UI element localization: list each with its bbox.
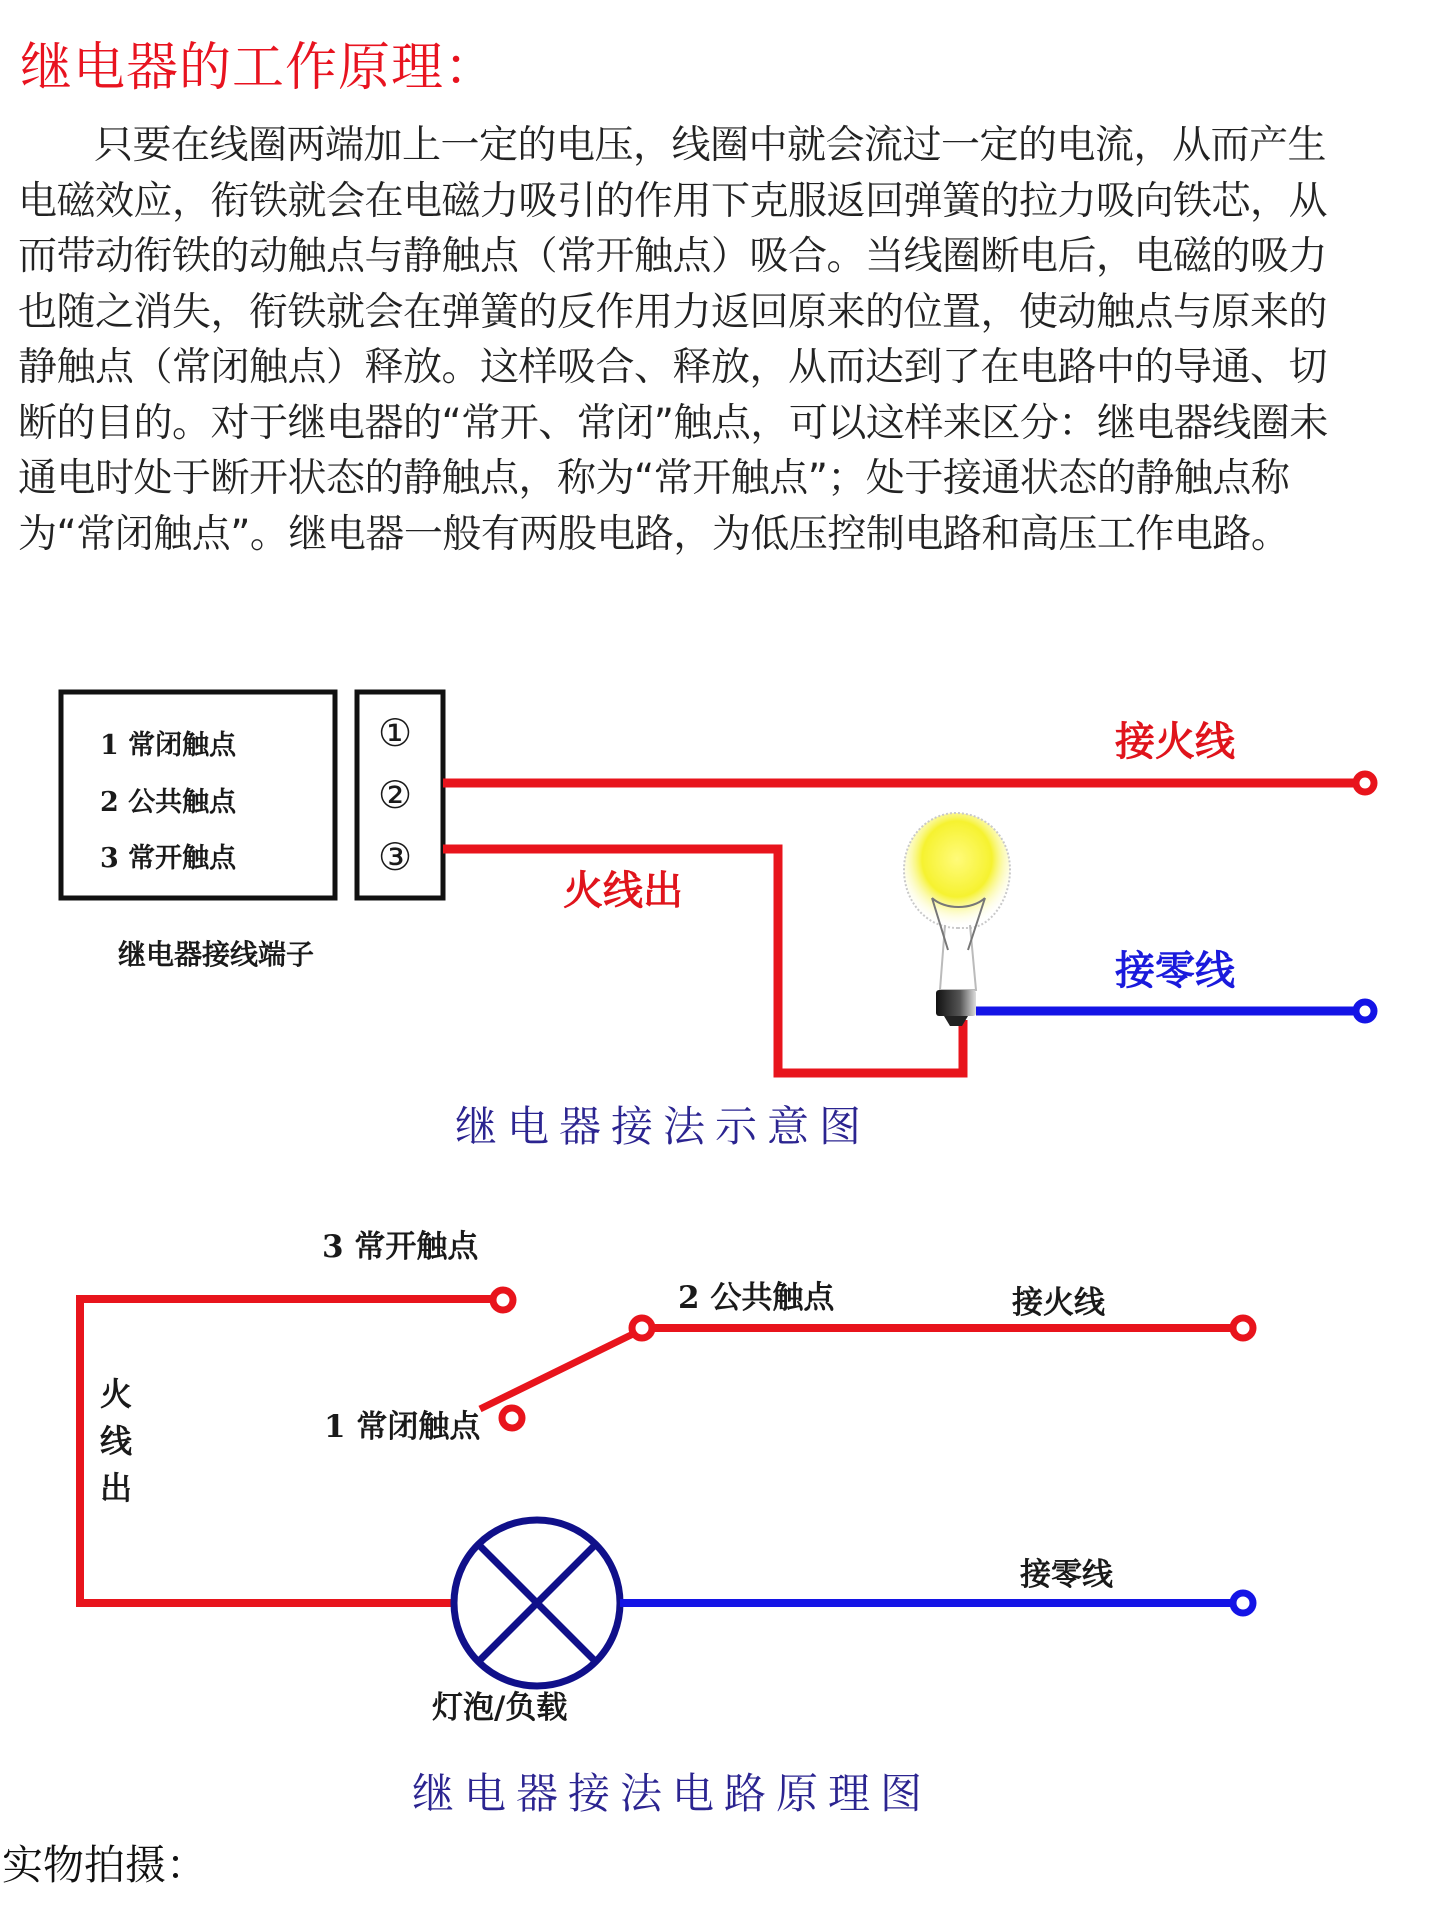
body-text: 只要在线圈两端加上一定的电压，线圈中就会流过一定的电流，从而产生电磁效应，衔铁就会在电磁力吸引的作用下克服返回弹簧的拉力吸向铁芯，从而带动衔铁的动触点与静触点（常开触点）吸合。当线圈断电后，电磁的吸力也随之消失，衔铁就会在弹簧的反作用力返回原来的位置，使动触点与原来的静触点（常闭触点）释放。这样吸合、释放，从而达到了在电路中的导通、切断的目的。对于继电器的“常开、常闭”触点，可以这样来区分：继电器线圈未通电时处于断开状态的静触点，称为“常开触点”；处于接通状态的静触点称为“常闭触点”。继电器一般有两股电路，为低压控制电路和高压工作电路。 — [18, 123, 1328, 557]
live-out-label-char-3: 出 — [100, 1469, 133, 1507]
lamp-symbol-icon — [454, 1520, 620, 1686]
live-out-wire — [443, 849, 963, 1073]
neutral-terminal-icon — [1356, 1002, 1374, 1020]
page-title: 继电器的工作原理： — [20, 38, 498, 98]
no-contact-label: 3 常开触点 — [322, 1229, 479, 1265]
common-contact-terminal-icon — [632, 1318, 652, 1338]
live-in-label: 接火线 — [1115, 718, 1235, 765]
terminal-item-2: 2 公共触点 — [100, 787, 237, 818]
terminal-item-1: 1 常闭触点 — [100, 730, 237, 761]
diagram2-caption: 继电器接法电路原理图 — [412, 1769, 933, 1818]
neutral-label-2: 接零线 — [1020, 1557, 1113, 1593]
live-out-label-char-1: 火 — [100, 1375, 133, 1413]
terminal-box-label: 继电器接线端子 — [118, 938, 315, 971]
no-contact-terminal-icon — [493, 1290, 513, 1310]
live-out-label: 火线出 — [563, 867, 683, 914]
live-out-loop-wire — [80, 1299, 500, 1603]
nc-contact-terminal-icon — [502, 1408, 522, 1428]
live-out-label-char-2: 线 — [100, 1422, 133, 1460]
live-in-terminal-icon — [1233, 1318, 1253, 1338]
live-in-terminal-icon — [1356, 774, 1374, 792]
switch-arm — [480, 1334, 633, 1409]
light-bulb-icon — [904, 813, 1010, 1026]
live-in-label-2: 接火线 — [1012, 1285, 1105, 1321]
neutral-label: 接零线 — [1115, 947, 1235, 994]
neutral-terminal-icon-2 — [1233, 1593, 1253, 1613]
nc-contact-label: 1 常闭触点 — [324, 1409, 481, 1445]
section-heading-photos: 实物拍摄： — [2, 1841, 207, 1889]
terminal-number-1: ① — [378, 711, 413, 755]
diagram1-caption: 继电器接法示意图 — [455, 1102, 872, 1151]
common-contact-label: 2 公共触点 — [678, 1280, 835, 1316]
terminal-item-3: 3 常开触点 — [100, 843, 237, 874]
load-label: 灯泡/负载 — [432, 1690, 568, 1726]
terminal-number-2: ② — [378, 773, 413, 817]
terminal-number-3: ③ — [378, 835, 413, 879]
